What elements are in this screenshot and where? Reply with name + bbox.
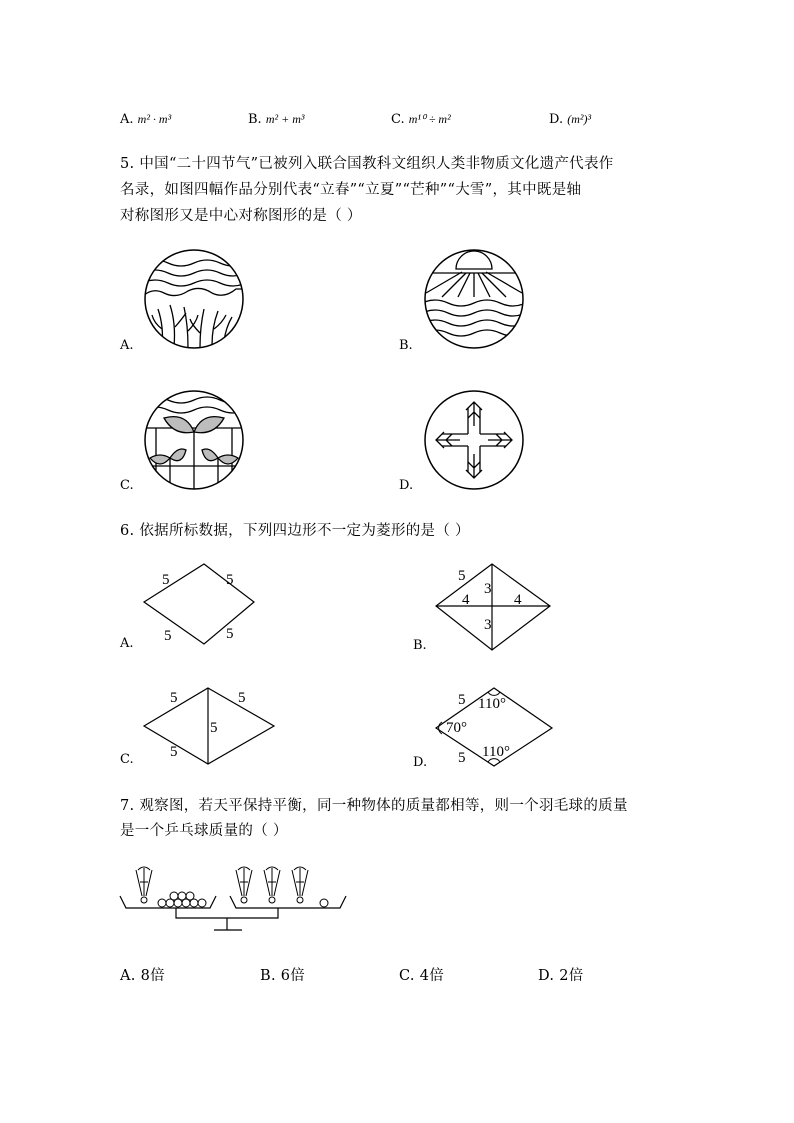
option-expression: m² + m³ xyxy=(265,112,305,126)
side-label: 5 xyxy=(170,690,178,706)
side-label: 5 xyxy=(238,690,246,706)
angle-label: 70° xyxy=(446,720,467,736)
q7-line-2: 是一个乒乓球质量的（ ） xyxy=(120,823,288,839)
balance-scale-figure xyxy=(118,862,350,940)
option-letter: C. xyxy=(391,112,405,127)
side-label: 5 xyxy=(226,626,234,642)
q6-label-d[interactable]: D. xyxy=(413,755,428,770)
side-label: 5 xyxy=(170,744,178,760)
q7-option-c[interactable]: C. 4倍 xyxy=(399,968,445,984)
side-label: 5 xyxy=(458,692,466,708)
quadrilateral-figure-d xyxy=(430,682,560,772)
option-expression: m² · m³ xyxy=(137,112,172,126)
diagonal-label: 5 xyxy=(210,720,218,736)
angle-label: 110° xyxy=(482,744,510,760)
rhombus-figure-b xyxy=(430,560,560,660)
side-label: 5 xyxy=(164,628,172,644)
q7-line-1: 7. 观察图，若天平保持平衡，同一种物体的质量都相等，则一个羽毛球的质量 xyxy=(120,798,628,814)
ping-pong-ball-icon xyxy=(320,899,328,907)
sunrise-icon xyxy=(422,247,526,351)
q4-option-d[interactable] xyxy=(549,109,591,130)
q4-option-b[interactable] xyxy=(248,109,304,130)
ping-pong-balls-icon xyxy=(158,892,206,907)
angle-label: 110° xyxy=(478,696,506,712)
q5-label-b[interactable]: B. xyxy=(399,338,413,353)
sprout-icon xyxy=(142,388,246,492)
q6-label-b[interactable]: B. xyxy=(413,638,427,653)
q5-label-a[interactable]: A. xyxy=(120,338,134,353)
q6-label-c[interactable]: C. xyxy=(120,752,134,767)
option-expression: (m²)³ xyxy=(567,112,592,126)
half-diagonal-label: 4 xyxy=(514,592,522,608)
side-label: 5 xyxy=(458,568,466,584)
q6-line: 6. 依据所标数据，下列四边形不一定为菱形的是（ ） xyxy=(120,523,470,539)
side-label: 5 xyxy=(226,572,234,588)
q5-line-2: 名录，如图四幅作品分别代表“立春”“立夏”“芒种”“大雪”，其中既是轴 xyxy=(120,182,582,198)
badminton-shuttlecock-icon xyxy=(136,867,152,903)
option-letter: D. xyxy=(549,112,564,127)
half-diagonal-label: 3 xyxy=(484,581,492,597)
badminton-shuttlecock-icon xyxy=(236,867,308,903)
side-label: 5 xyxy=(162,572,170,588)
half-diagonal-label: 3 xyxy=(484,617,492,633)
q5-label-d[interactable]: D. xyxy=(399,478,414,493)
snowflake-icon xyxy=(422,388,526,492)
q7-option-b[interactable]: B. 6倍 xyxy=(260,968,306,984)
q4-option-a[interactable] xyxy=(120,109,171,130)
q5-line-3: 对称图形又是中心对称图形的是（ ） xyxy=(120,208,362,224)
option-letter: B. xyxy=(248,112,262,127)
option-letter: A. xyxy=(120,112,134,127)
q7-option-d[interactable]: D. 2倍 xyxy=(538,968,584,984)
q6-label-a[interactable]: A. xyxy=(120,636,134,651)
rhombus-figure-a xyxy=(140,560,280,650)
q5-line-1: 5. 中国“二十四节气”已被列入联合国教科文组织人类非物质文化遗产代表作 xyxy=(120,156,614,172)
q4-option-c[interactable] xyxy=(391,109,451,130)
side-label: 5 xyxy=(458,750,466,766)
q5-label-c[interactable]: C. xyxy=(120,478,134,493)
quadrilateral-figure-c xyxy=(140,684,280,774)
q7-option-a[interactable]: A. 8倍 xyxy=(120,968,165,984)
spring-reeds-icon xyxy=(142,247,246,351)
option-expression: m¹⁰ ÷ m² xyxy=(408,112,451,126)
half-diagonal-label: 4 xyxy=(462,592,470,608)
